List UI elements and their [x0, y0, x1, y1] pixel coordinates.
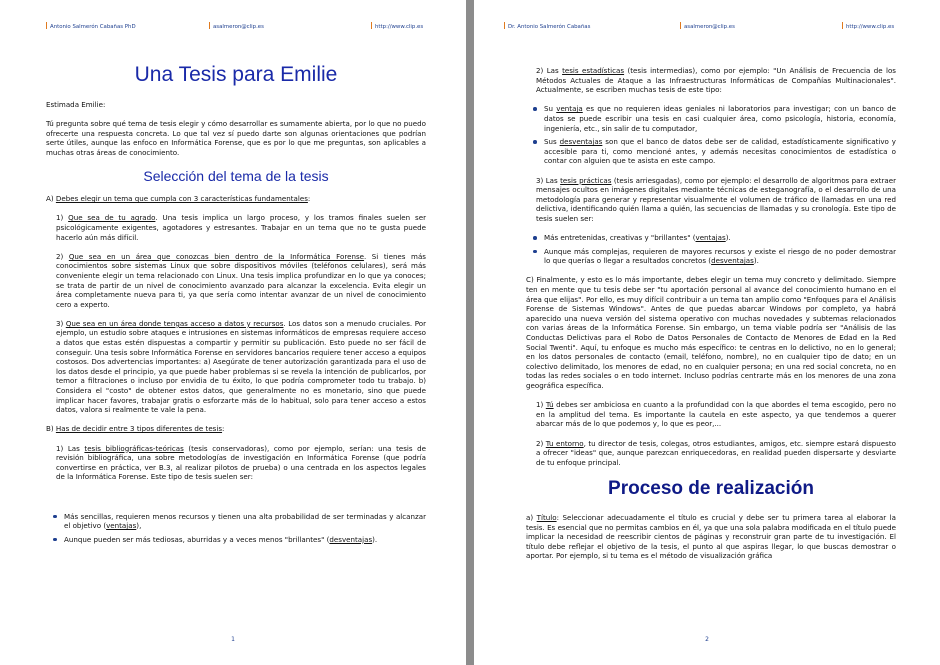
page-2 [474, 0, 940, 665]
point-b: B) Has de decidir entre 3 tipos diferentes de tesis: [46, 424, 225, 434]
list-item: Más sencillas, requieren menos recursos y tienen una alta probabilidad de ser terminadas y alcanzar el objetivo (ventajas), [64, 511, 426, 531]
list-item: Sus desventajas son que el banco de datos debe ser de calidad, estadísticamente significativo y accesible para ti, como mencioné antes, y además necesitas conocimientos de estadística o contar con alguien que te asista en este campo. [544, 137, 897, 166]
point-c1: 1) Tú debes ser ambiciosa en cuanto a la profundidad con la que abordes el tema escogido, pero no en la amplitud del tema. Es importante la cautela en este aspecto, ya que tendemos a querer abarcar más de lo que podemos y, lo que es peor,... [536, 400, 896, 429]
point-title: a) Título: Seleccionar adecuadamente el título es crucial y debe ser tu primera tarea al elaborar la tesis. Es esencial que no permitas cambios en él, ya que una sola palabra modificada en el título puede implicar la necesidad de reescribir cientos de páginas y reconstruir gran parte de tu investigación. El título debe reflejar el objetivo de la tesis, el punto al que aspiras llegar, lo que buscas demostrar o aportar. Por ejemplo, si tu tema es el método de visualización gráfica [526, 512, 896, 561]
list-item: Más entretenidas, creativas y "brillantes" (ventajas). [544, 233, 896, 243]
bullet-list [526, 233, 896, 266]
process-title: Proceso de realización [608, 477, 814, 499]
header-url[interactable]: http://www.clip.es [371, 22, 423, 30]
point-b3: 3) Las tesis prácticas (tesis arriesgadas), como por ejemplo: el desarrollo de algoritmos para extraer mensajes ocultos en imágenes digitales mediante técnicas de esteganografía, o el desarrollo de una metodología para generar y representar visualmente el volumen de tráfico de llamadas en una red delictiva, identificando quién llama a quién, las secuencias de llamadas y su cronología. Este tipo de tesis suelen ser: [536, 175, 896, 223]
point-c2: 2) Tu entorno, tu director de tesis, colegas, otros estudiantes, amigos, etc. siempre estará dispuesto a ofrecer "ideas" que, aunque parezcan enriquecedoras, en realidad pueden dispersarte y desviarte de tu enfoque principal. [536, 438, 896, 467]
point-a: A) Debes elegir un tema que cumpla con 3 características fundamentales: [46, 194, 311, 204]
point-a3: 3) Que sea en un área donde tengas acceso a datos y recursos. Los datos son a menudo cruciales. Por ejemplo, un estudio sobre ataques e intrusiones en sistemas informáticos de empresas requiere acceso a datos que estas estén dispuestas a compartir y permitir su publicación. Esto puede no ser fácil de conseguir. Una tesis sobre Informática Forense en servidores bancarios requiere tener acceso a equipos costosos. Dos advertencias importantes: a) Asegúrate de tener autorización garantizada para el uso de los datos desde el principio, ya que puede haber problemas si se revela la intención de publicarlos, por temor a filtraciones o incluso por envidia de tu éxito, lo que podría comprometer todo tu trabajo. b) Considera el "costo" de obtener estos datos, que generalmente no es monetario, sino que puede implicar hacer favores, trabajar gratis o esforzarte más de lo habitual, solo para tener acceso a estos datos, valora si realmente te vale la pena. [56, 318, 426, 415]
page-header [474, 22, 940, 34]
point-a1: 1) Que sea de tu agrado. Una tesis implica un largo proceso, y los tramos finales suelen ser psicológicamente exigentes, agotadores y estresantes. Trabajar en un tema que no te gusta puede hacerlo aún más difícil. [56, 213, 426, 242]
bullet-list [526, 104, 896, 166]
page-1 [0, 0, 466, 665]
page-number: 1 [231, 636, 235, 643]
point-c: C) Finalmente, y esto es lo más importante, debes elegir un tema muy concreto y delimitado. Siempre ten en mente que tu tesis debe ser "tu aportación personal al avance del conocimiento humano en el área que elijas". Por ello, es muy difícil contribuir a un tema tan amplio como "Enfoques para el Análisis Forense de Sistemas Windows". Antes de que puedas abarcar Windows por completo, ya habrá aparecido una nueva versión del sistema operativo con muchas novedades y subtemas relacionados con varias áreas de la Informática Forense. Sin embargo, un tema viable podría ser "Análisis de las Conductas Delictivas para el Robo de Datos Personales de Contacto de Menores de Edad en la Red Social Twenti". Aquí, tu enfoque es mucho más específico: te centras en lo delictivo, no en lo general; en los datos personales de contacto (email, teléfono, nombre), no en cualquier tipo de dato; en un colectivo delimitado, los menores de edad, no en cualquier persona; en una red social concreta, no en todas las redes sociales o en todo internet. Incluso podrías centrarte más en los menores de una zona geográfica específica. [526, 275, 896, 390]
page-header [0, 22, 466, 34]
list-item: Aunque pueden ser más tediosas, aburridas y a veces menos "brillantes" (desventajas). [64, 535, 426, 545]
header-author: Antonio Salmerón Cabañas PhD [46, 22, 136, 30]
point-b2: 2) Las tesis estadísticas (tesis intermedias), como por ejemplo: "Un Análisis de Frecuencia de los Métodos Actuales de Ataque a las Infraestructuras Informáticas de Compañías Multinacionales". Actualmente, se escriben muchas tesis de este tipo: [536, 66, 896, 95]
header-email[interactable]: asalmeron@clip.es [680, 22, 735, 30]
point-a2: 2) Que sea en un área que conozcas bien dentro de la Informática Forense. Si tienes más conocimientos sobre sistemas Linux que sobre dispositivos móviles (teléfonos celulares), será más conveniente elegir un tema relacionado con Linux. Una tesis implica profundizar en lo que ya conoces; se trata de partir de un nivel de conocimiento avanzado para alcanzar la excelencia. Evita elegir un área completamente nueva para ti, ya que sería como intentar avanzar de un nivel de conocimiento cero a experto. [56, 251, 426, 309]
point-b1: 1) Las tesis bibliográficas-teóricas (tesis conservadoras), como por ejemplo, serían: una tesis de revisión bibliográfica, una sobre metodologías de investigación en Informática Forense (que podría convertirse en práctica, ver B.3, al realizar pilotos de prueba) o una centrada en los aspectos legales de la Informática Forense. Este tipo de tesis suelen ser: [56, 443, 427, 482]
header-author: Dr. Antonio Salmerón Cabañas [504, 22, 590, 30]
page-body [0, 62, 466, 554]
list-item: Su ventaja es que no requieren ideas geniales ni laboratorios para investigar; con un banco de datos se puede escribir una tesis en casi cualquier área, como psicología, historia, economía, ingeniería, etc., sin salir de tu computador, [544, 104, 896, 133]
list-item: Aunque más complejas, requieren de mayores recursos y existe el riesgo de no poder demostrar lo que querías o llegar a resultados concretos (desventajas). [544, 246, 896, 266]
intro-paragraph: Tú pregunta sobre qué tema de tesis elegir y cómo desarrollar es sumamente abierta, por lo que no puedo ofrecerte una respuesta concreta. Lo que tal vez sí puedo darte son algunas orientaciones que podrían serte útiles, aunque las enfoco en Informática Forense, que es por lo que me preguntas, son aplicables a muchas otras áreas de conocimiento. [46, 119, 426, 157]
greeting: Estimada Emilie: [46, 100, 106, 109]
header-url[interactable]: http://www.clip.es [842, 22, 894, 30]
page-body [474, 66, 940, 571]
page-number: 2 [705, 636, 709, 643]
document-title: Una Tesis para Emilie [134, 63, 338, 86]
bullet-list [46, 512, 426, 545]
section-title: Selección del tema de la tesis [143, 168, 329, 185]
header-email[interactable]: asalmeron@clip.es [209, 22, 264, 30]
